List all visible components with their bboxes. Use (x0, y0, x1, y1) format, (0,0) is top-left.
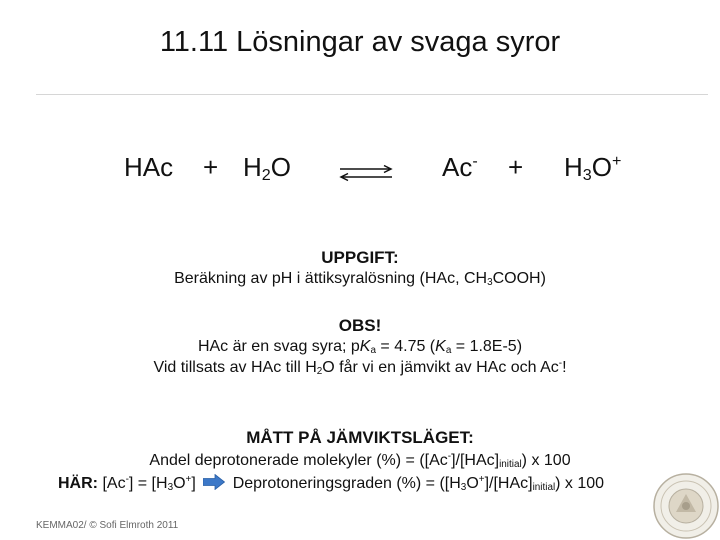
equation-product-hydronium: $H_3O^+$ (564, 152, 622, 185)
footer-copyright: KEMMA02/ © Sofi Elmroth 2011 (36, 520, 179, 531)
equation-plus-1: + (203, 152, 219, 182)
task-heading: UPPGIFT: (321, 248, 399, 267)
equation-reactant-water: $H_2O$ (243, 152, 291, 185)
obs-line-1: HAc är en svag syra; $pK_a = 4.75$ $(K_a = 1.8E-5)$ (197, 338, 523, 357)
equation-reactant-hac: HAc (124, 152, 174, 182)
equation-product-acetate: Ac- (442, 152, 478, 182)
equation-plus-2: + (508, 152, 524, 182)
right-arrow-icon (203, 474, 225, 490)
measure-line-1: Andel deprotonerade molekyler (%) = $([Ac^-]/[HAc]_{initial})$ x 100 (149, 451, 571, 471)
obs-heading: OBS! (338, 316, 382, 335)
measure-heading: MÅTT PÅ JÄMVIKTSLÄGET: (246, 428, 474, 447)
equilibrium-arrows-icon (336, 164, 396, 182)
university-seal-icon (652, 472, 720, 540)
task-description: Beräkning av pH i ättiksyralösning (HAc, $CH_3COOH$) (174, 270, 546, 289)
title-divider (36, 94, 708, 95)
measure-line-2: HÄR: $[Ac^-] = [H_3O^+]$ Deprotoneringsgraden (%) = $([H_3O^+]/[HAc]_{initial})$ x 100 (58, 474, 605, 494)
slide-title: 11.11 Lösningar av svaga syror (159, 26, 561, 58)
obs-line-2: Vid tillsats av HAc till $H_2O$ får vi en jämvikt av HAc och Ac-! (153, 358, 567, 378)
